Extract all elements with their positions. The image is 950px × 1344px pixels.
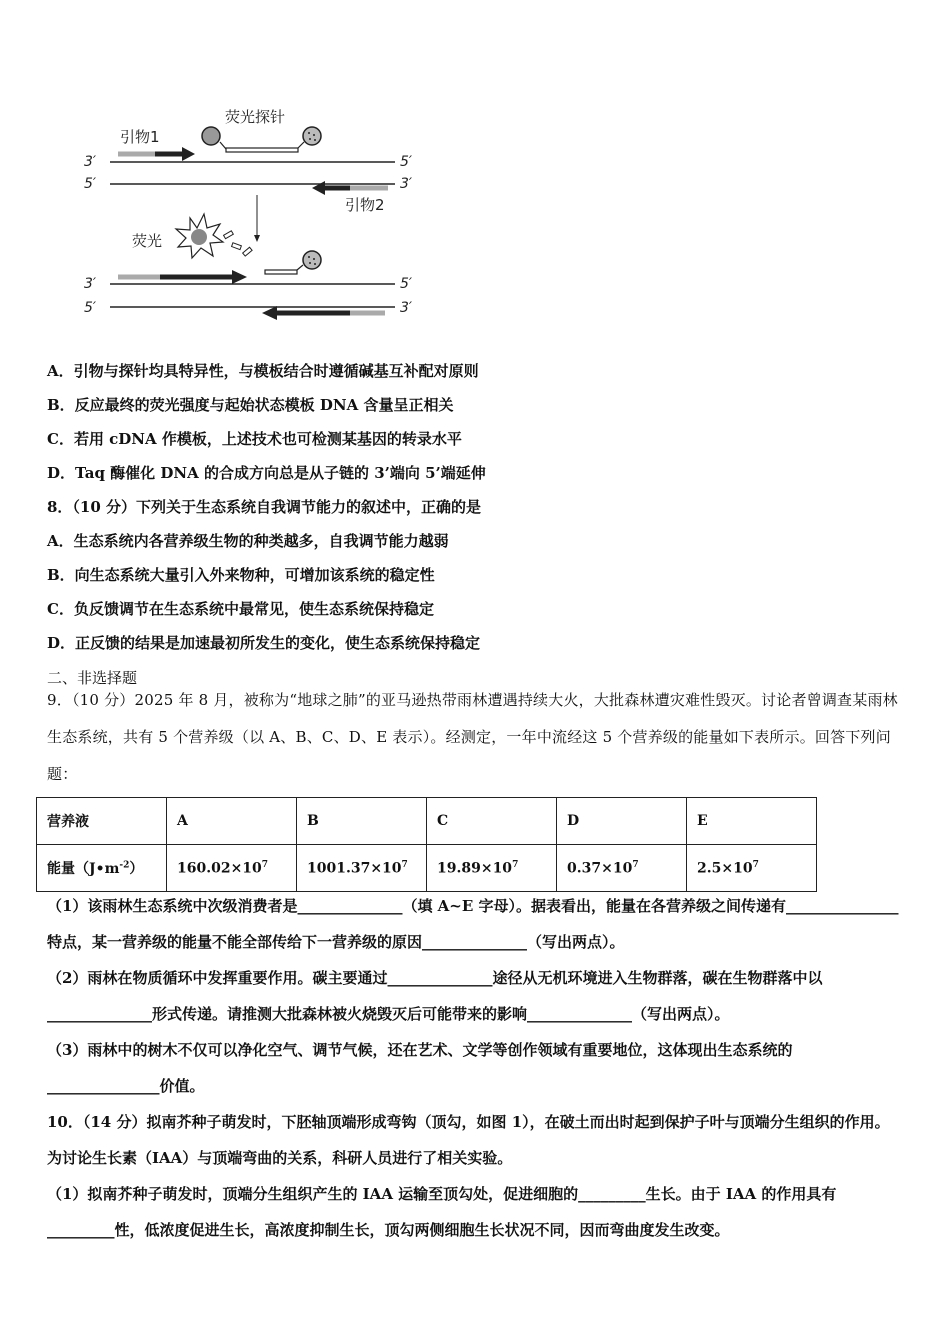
q7-option-a: A．引物与探针均具特异性，与模板结合时遵循碱基互补配对原则 xyxy=(47,362,479,380)
probe-link xyxy=(220,142,226,149)
end-label: 5′ xyxy=(84,176,97,192)
primer1-arrowhead xyxy=(182,147,195,161)
quencher-dye xyxy=(303,251,321,269)
q9-part2: （2）雨林在物质循环中发挥重要作用。碳主要通过______________途径从无机环境进入生物群落，碳在生物群落中以______________形式传递。请推测大批森林被火烧毁灭后可能带来的影响______________（写出两点）。 xyxy=(47,969,823,1023)
probe-fragment xyxy=(224,231,234,239)
table-cell: E xyxy=(687,798,817,845)
end-label: 5′ xyxy=(84,300,97,316)
end-label: 5′ xyxy=(400,276,413,292)
extension-arrowhead xyxy=(262,306,277,320)
table-cell: B xyxy=(297,798,427,845)
q8-option-a: A．生态系统内各营养级生物的种类越多，自我调节能力越弱 xyxy=(47,532,449,550)
table-header-row xyxy=(37,798,817,845)
table-cell: $2.5\times 10^7$ xyxy=(687,845,817,892)
probe-fragment xyxy=(232,243,242,250)
q8-stem: 8．（10 分）下列关于生态系统自我调节能力的叙述中，正确的是 xyxy=(47,498,482,516)
extension-arrowhead xyxy=(232,270,247,284)
q8-option-c: C．负反馈调节在生态系统中最常见，使生态系统保持稳定 xyxy=(47,600,434,618)
primer1-label: 引物1 xyxy=(120,128,160,146)
fluor-label: 荧光 xyxy=(132,232,163,250)
end-label: 3′ xyxy=(84,154,97,170)
end-label: 3′ xyxy=(400,300,413,316)
reporter-dye xyxy=(202,127,220,145)
probe-strand xyxy=(226,148,298,152)
released-reporter xyxy=(191,229,207,245)
table-cell: $1001.37\times 10^7$ xyxy=(297,845,427,892)
probe-label: 荧光探针 xyxy=(225,108,286,126)
q9-part1: （1）该雨林生态系统中次级消费者是______________（填 A~E 字母）。据表看出，能量在各营养级之间传递有_______________特点，某一营养级的能量不能全部传给下一营养级的原因______________（写出两点）。 xyxy=(47,897,899,951)
energy-table xyxy=(36,797,817,892)
q9-stem: 9．（10 分）2025 年 8 月，被称为“地球之肺”的亚马逊热带雨林遭遇持续大火，大批森林遭灾难性毁灭。讨论者曾调查某雨林生态系统，共有 5 个营养级（以 A、B、C、D、E 表示）。经测定，一年中流经这 5 个营养级的能量如下表所示。回答下列问题： xyxy=(47,691,898,783)
table-cell: $0.37\times 10^7$ xyxy=(557,845,687,892)
q10-stem: 10．（14 分）拟南芥种子萌发时，下胚轴顶端形成弯钩（顶勾，如图 1），在破土而出时起到保护子叶与顶端分生组织的作用。为讨论生长素（IAA）与顶端弯曲的关系，科研人员进行了相关实验。 xyxy=(47,1113,890,1167)
taqman-diagram xyxy=(70,100,430,330)
table-cell: A xyxy=(167,798,297,845)
quencher-dye xyxy=(303,127,321,145)
primer2-label: 引物2 xyxy=(345,196,385,214)
section-title: 二、非选择题 xyxy=(47,669,138,687)
q8-option-b: B．向生态系统大量引入外来物种，可增加该系统的稳定性 xyxy=(47,566,435,584)
end-label: 3′ xyxy=(400,176,413,192)
end-label: 5′ xyxy=(400,154,413,170)
q10-part1: （1）拟南芥种子萌发时，顶端分生组织产生的 IAA 运输至顶勾处，促进细胞的_________生长。由于 IAA 的作用具有_________性，低浓度促进生长，高浓度抑制生长，顶勾两侧细胞生长状况不同，因而弯曲度发生改变。 xyxy=(47,1185,837,1239)
q7-option-d: D．Taq 酶催化 DNA 的合成方向总是从子链的 3’端向 5’端延伸 xyxy=(47,464,486,482)
table-row xyxy=(37,845,817,892)
table-cell: 能量$(J•m^{-2})$ xyxy=(37,845,167,892)
probe-remnant xyxy=(265,270,297,274)
end-label: 3′ xyxy=(84,276,97,292)
q7-option-b: B．反应最终的荧光强度与起始状态模板 DNA 含量呈正相关 xyxy=(47,396,454,414)
q7-option-c: C．若用 cDNA 作模板，上述技术也可检测某基因的转录水平 xyxy=(47,430,462,448)
table-cell: D xyxy=(557,798,687,845)
process-arrowhead xyxy=(254,235,260,242)
q8-option-d: D．正反馈的结果是加速最初所发生的变化，使生态系统保持稳定 xyxy=(47,634,481,652)
q9-part3: （3）雨林中的树木不仅可以净化空气、调节气候，还在艺术、文学等创作领域有重要地位，这体现出生态系统的_______________价值。 xyxy=(47,1041,793,1095)
primer2-arrowhead xyxy=(312,181,325,195)
table-cell: C xyxy=(427,798,557,845)
probe-link xyxy=(298,142,304,148)
probe-fragment xyxy=(243,247,252,256)
table-cell: $19.89\times 10^7$ xyxy=(427,845,557,892)
table-cell: 营养液 xyxy=(37,798,167,845)
table-cell: $160.02\times 10^7$ xyxy=(167,845,297,892)
